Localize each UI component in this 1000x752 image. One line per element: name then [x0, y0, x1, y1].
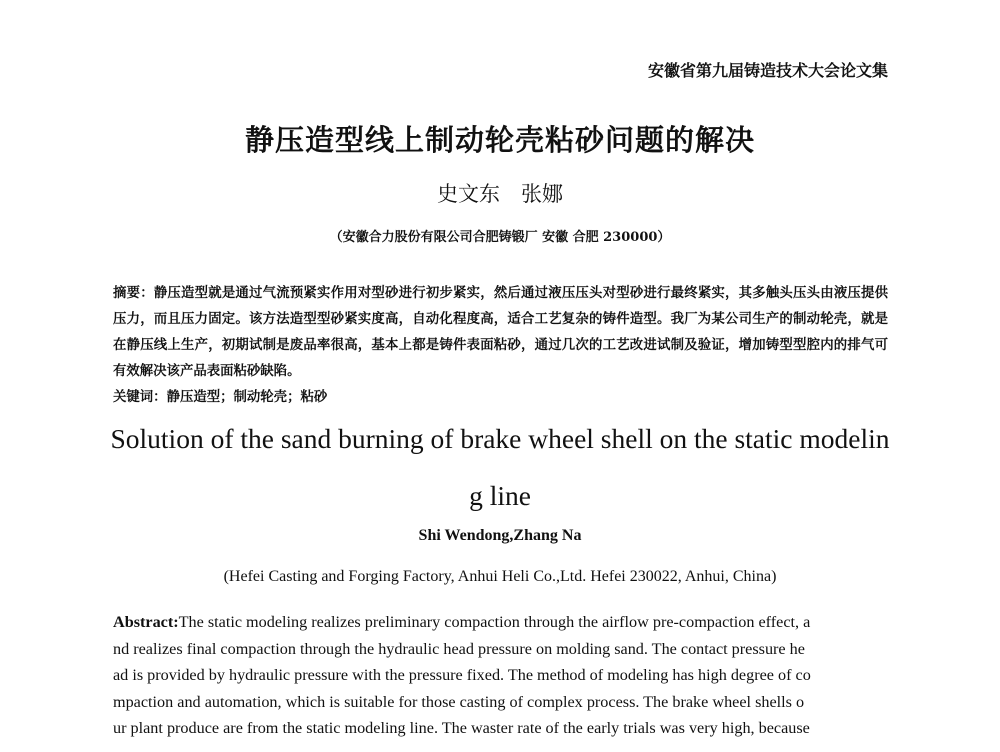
paper-title-en-line2: g line — [469, 480, 531, 511]
authors-cn: 史文东 张娜 — [437, 182, 563, 206]
authors-en: Shi Wendong,Zhang Na — [418, 527, 582, 544]
keywords-cn-text: 静压造型；制动轮壳；粘砂 — [166, 389, 328, 405]
abstract-cn-label: 摘要： — [113, 285, 154, 301]
journal-header: 安徽省第九届铸造技术大会论文集 — [647, 61, 888, 80]
abstract-cn — [113, 280, 888, 384]
affiliation-cn: （安徽合力股份有限公司合肥铸锻厂 安徽 合肥 230000） — [329, 230, 671, 245]
abstract-en-line: nd realizes final compaction through the hydraulic head pressure on molding sand. The contact pressure he — [113, 639, 805, 658]
keywords-cn-label: 关键词： — [113, 389, 167, 405]
abstract-en-line: ur plant produce are from the static modeling line. The waster rate of the early trials was very high, because — [113, 719, 810, 737]
paper-title-en-line1: Solution of the sand burning of brake wheel shell on the static modelin — [110, 423, 890, 454]
paper-title-cn: 静压造型线上制动轮壳粘砂问题的解决 — [244, 123, 755, 157]
keywords-cn — [113, 386, 327, 405]
abstract-en — [113, 609, 888, 742]
abstract-en-line: mpaction and automation, which is suitable for those casting of complex process. The brake wheel shells o — [113, 692, 805, 711]
abstract-en-label: Abstract: — [113, 613, 179, 631]
affiliation-en: (Hefei Casting and Forging Factory, Anhui Heli Co.,Ltd. Hefei 230022, Anhui, China) — [223, 568, 777, 585]
abstract-cn-text: 静压造型就是通过气流预紧实作用对型砂进行初步紧实，然后通过液压压头对型砂进行最终紧实，其多触头压头由液压提供压力，而且压力固定。该方法造型型砂紧实度高，自动化程度高，适合工艺复杂的铸件造型。我厂为某公司生产的制动轮壳，就是在静压线上生产，初期试制是废品率很高，基本上都是铸件表面粘砂，通过几次的工艺改进试制及验证，增加铸型型腔内的排气可有效解决该产品表面粘砂缺陷。 — [113, 285, 889, 379]
abstract-en-line: Abstract:The static modeling realizes preliminary compaction through the airflow pre-compaction effect, a — [113, 613, 811, 631]
abstract-en-line: ad is provided by hydraulic pressure with the pressure fixed. The method of modeling has high degree of co — [113, 666, 811, 684]
